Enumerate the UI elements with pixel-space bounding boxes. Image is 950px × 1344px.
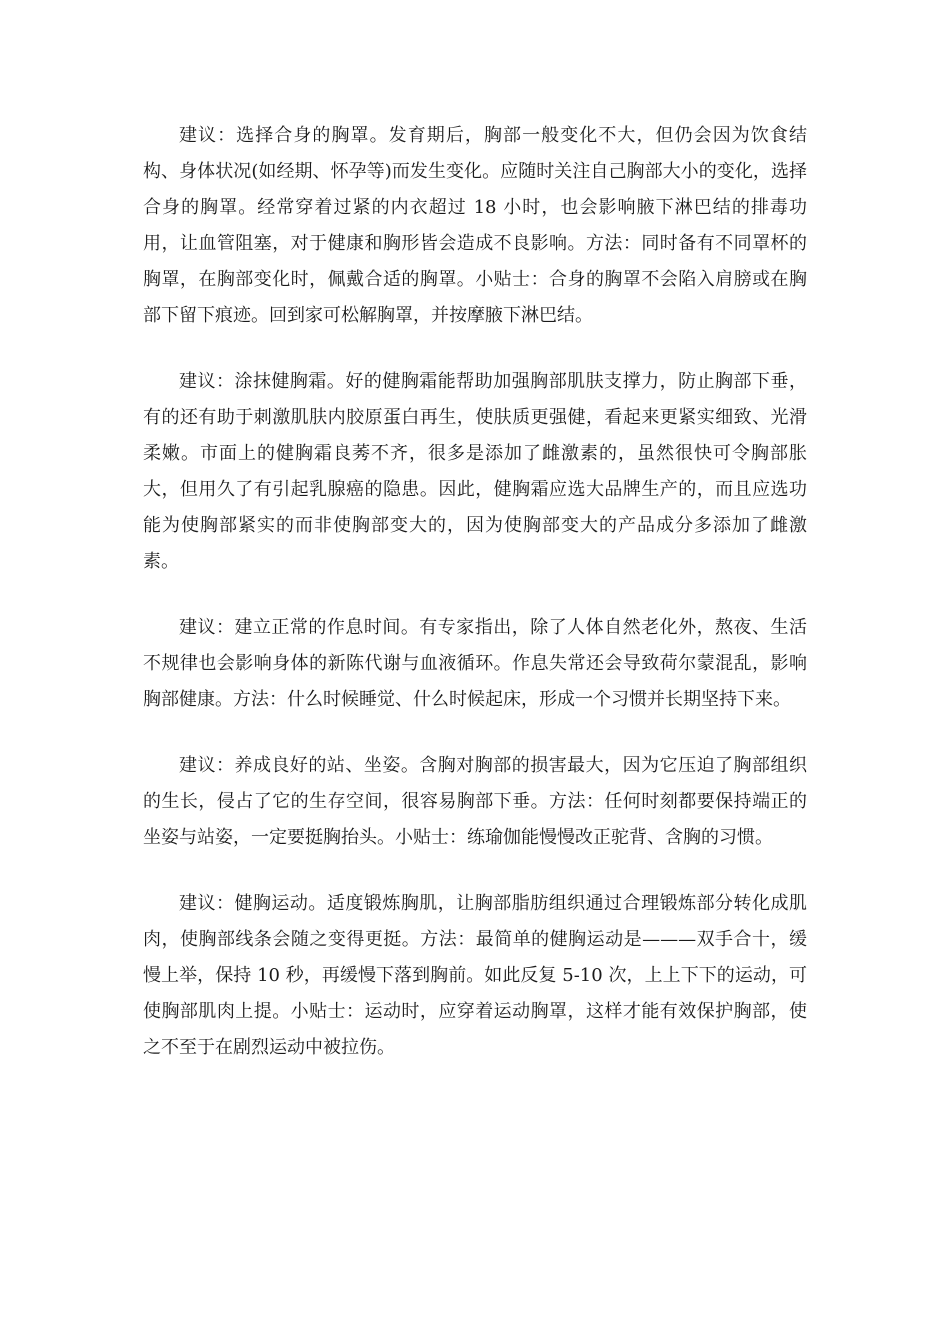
paragraph-breast-cream: 建议：涂抹健胸霜。好的健胸霜能帮助加强胸部肌肤支撑力，防止胸部下垂，有的还有助于刺激肌肤内胶原蛋白再生，使肤质更强健，看起来更紧实细致、光滑柔嫩。市面上的健胸霜良莠不齐，很多是添加了雌激素的，虽然很快可令胸部胀大，但用久了有引起乳腺癌的隐患。因此，健胸霜应选大品牌生产的，而且应选功能为使胸部紧实的而非使胸部变大的，因为使胸部变大的产品成分多添加了雌激素。 — [143, 371, 807, 572]
document-body — [143, 118, 807, 1096]
paragraph-chest-exercise: 建议：健胸运动。适度锻炼胸肌，让胸部脂肪组织通过合理锻炼部分转化成肌肉，使胸部线条会随之变得更挺。方法：最简单的健胸运动是———双手合十，缓慢上举，保持 10 秒，再缓慢下落到胸前。如此反复 5-10 次，上上下下的运动，可使胸部肌肉上提。小贴士：运动时，应穿着运动胸罩，这样才能有效保护胸部，使之不至于在剧烈运动中被拉伤。 — [143, 893, 807, 1058]
paragraph-bra-fit: 建议：选择合身的胸罩。发育期后，胸部一般变化不大，但仍会因为饮食结构、身体状况(如经期、怀孕等)而发生变化。应随时关注自己胸部大小的变化，选择合身的胸罩。经常穿着过紧的内衣超过 18 小时，也会影响腋下淋巴结的排毒功用，让血管阻塞，对于健康和胸形皆会造成不良影响。方法：同时备有不同罩杯的胸罩，在胸部变化时，佩戴合适的胸罩。小贴士：合身的胸罩不会陷入肩膀或在胸部下留下痕迹。回到家可松解胸罩，并按摩腋下淋巴结。 — [143, 125, 807, 326]
paragraph-posture: 建议：养成良好的站、坐姿。含胸对胸部的损害最大，因为它压迫了胸部组织的生长，侵占了它的生存空间，很容易胸部下垂。方法：任何时刻都要保持端正的坐姿与站姿，一定要挺胸抬头。小贴士：练瑜伽能慢慢改正驼背、含胸的习惯。 — [143, 755, 807, 848]
paragraph-sleep-schedule: 建议：建立正常的作息时间。有专家指出，除了人体自然老化外，熬夜、生活不规律也会影响身体的新陈代谢与血液循环。作息失常还会导致荷尔蒙混乱，影响胸部健康。方法：什么时候睡觉、什么时候起床，形成一个习惯并长期坚持下来。 — [143, 617, 807, 710]
